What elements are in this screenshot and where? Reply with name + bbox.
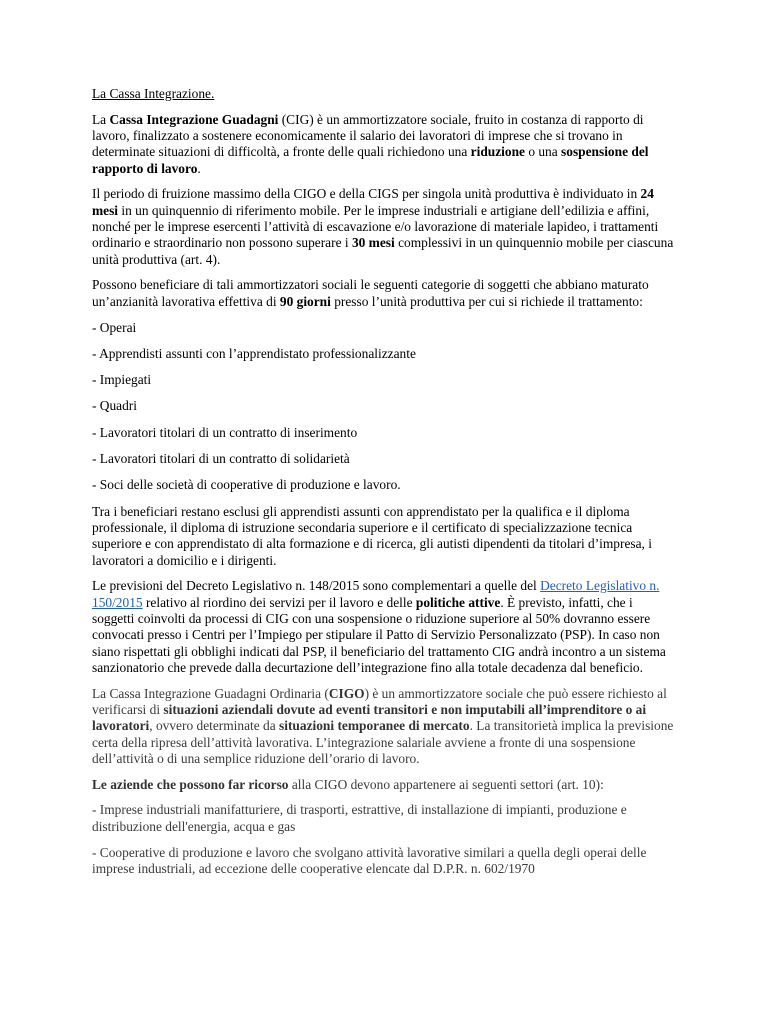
- paragraph-sectors-intro: [92, 777, 674, 793]
- text: (CIG) è un ammortizzatore sociale, fruito in costanza di rapporto di lavoro, finalizzato a sostenere economicamente il salario dei lavoratori di imprese che si trovano in determinate situazioni di difficoltà, a fronte delle quali richiedono una: [92, 111, 644, 160]
- bold-text: sospensione del rapporto di lavoro: [92, 144, 649, 176]
- bold-text: 30 mesi: [351, 235, 395, 251]
- paragraph-decree: [92, 578, 674, 676]
- text: ) è un ammortizzatore sociale che può essere richiesto al verificarsi di: [92, 685, 667, 717]
- paragraph-cigo: [92, 686, 674, 767]
- text: La Cassa Integrazione Guadagni Ordinaria (: [92, 685, 329, 701]
- document-title: La Cassa Integrazione.: [92, 86, 215, 101]
- bold-text: situazioni temporanee di mercato: [279, 718, 470, 734]
- text: presso l’unità produttiva per cui si richiede il trattamento:: [330, 293, 643, 309]
- bold-text: riduzione: [470, 144, 525, 160]
- text: Le previsioni del Decreto Legislativo n. 148/2015 sono complementari a quelle del: [92, 578, 541, 594]
- list-item: - Lavoratori titolari di un contratto di inserimento: [92, 424, 358, 440]
- bold-text: politiche attive: [415, 594, 501, 610]
- sectors-list: [92, 802, 674, 877]
- list-item: - Soci delle società di cooperative di produzione e lavoro.: [92, 477, 401, 493]
- text: La: [92, 111, 110, 127]
- paragraph-beneficiaries: [92, 277, 674, 310]
- text: .: [197, 160, 201, 176]
- bold-text: 24 mesi: [92, 186, 654, 218]
- list-item: - Cooperative di produzione e lavoro che svolgano attività lavorative similari a quella degli operai delle imprese industriali, ad eccezione delle cooperative elencate dal D.P.R. n. 602/1970: [92, 844, 647, 877]
- text: . È previsto, infatti, che i soggetti coinvolti da processi di CIG con una sospensione o riduzione superiore al 50% dovranno essere convocati presso i Centri per l’Impiego per stipulare il Patto di Servizio Personalizzato (PSP). In caso non siano rispettati gli obblighi indicati dal PSP, il beneficiario del trattamento CIG andrà incontro a un sistema sanzionatorio che prevede dalla decurtazione dell’integrazione fino alla totale decadenza dal beneficio.: [92, 594, 666, 675]
- beneficiaries-list: [92, 320, 674, 494]
- bold-text: 90 giorni: [279, 293, 331, 309]
- text: Il periodo di fruizione massimo della CIGO e della CIGS per singola unità produttiva è individuato in: [92, 186, 641, 202]
- text: Possono beneficiare di tali ammortizzatori sociali le seguenti categorie di soggetti che abbiano maturato un’anzianità lavorativa effettiva di: [92, 277, 649, 309]
- paragraph-duration: [92, 186, 674, 267]
- text: . La transitorietà implica la previsione certa della ripresa dell’attività lavorativa. L’integrazione salariale avviene a fronte di una sospensione dell’attività o di una semplice riduzione dell’orario di lavoro.: [92, 718, 674, 766]
- bold-text: Le aziende che possono far ricorso: [92, 776, 289, 792]
- bold-text: situazioni aziendali dovute ad eventi transitori e non imputabili all’imprenditore o ai lavoratori: [92, 701, 647, 734]
- bold-text: CIGO: [328, 685, 365, 701]
- text: relativo al riordino dei servizi per il lavoro e delle: [142, 594, 416, 610]
- paragraph-cig-definition: [92, 112, 674, 177]
- paragraph-exclusions: Tra i beneficiari restano esclusi gli apprendisti assunti con apprendistato per la qualifica e il diploma professionale, il diploma di istruzione secondaria superiore e il certificato di specializzazione tecnica superiore e con apprendistato di alta formazione e di ricerca, gli autisti dipendenti da titolari d’impresa, i lavoratori a domicilio e i dirigenti.: [92, 503, 652, 568]
- text: alla CIGO devono appartenere ai seguenti settori (art. 10):: [288, 776, 604, 792]
- text: complessivi in un quinquennio mobile per ciascuna unità produttiva (art. 4).: [92, 235, 674, 267]
- text: in un quinquennio di riferimento mobile. Per le imprese industriali e artigiane dell’edilizia e affini, nonché per le imprese esercenti l’attività di escavazione e/o lavorazione di materiale lapideo, i trattamenti ordinario e straordinario non possono superare i: [92, 202, 659, 251]
- bold-text: Cassa Integrazione Guadagni: [109, 111, 279, 127]
- list-item: - Operai: [92, 319, 137, 335]
- text: , ovvero determinate da: [149, 718, 280, 734]
- list-item: - Impiegati: [92, 372, 152, 388]
- list-item: - Apprendisti assunti con l’apprendistato professionalizzante: [92, 345, 416, 361]
- text: o una: [524, 144, 562, 160]
- list-item: - Imprese industriali manifatturiere, di trasporti, estrattive, di installazione di impianti, produzione e distribuzione dell'energia, acqua e gas: [92, 802, 627, 834]
- list-item: - Quadri: [92, 398, 137, 414]
- decree-link[interactable]: Decreto Legislativo n. 150/2015: [92, 578, 660, 610]
- document-body: [92, 86, 674, 888]
- list-item: - Lavoratori titolari di un contratto di solidarietà: [92, 451, 350, 467]
